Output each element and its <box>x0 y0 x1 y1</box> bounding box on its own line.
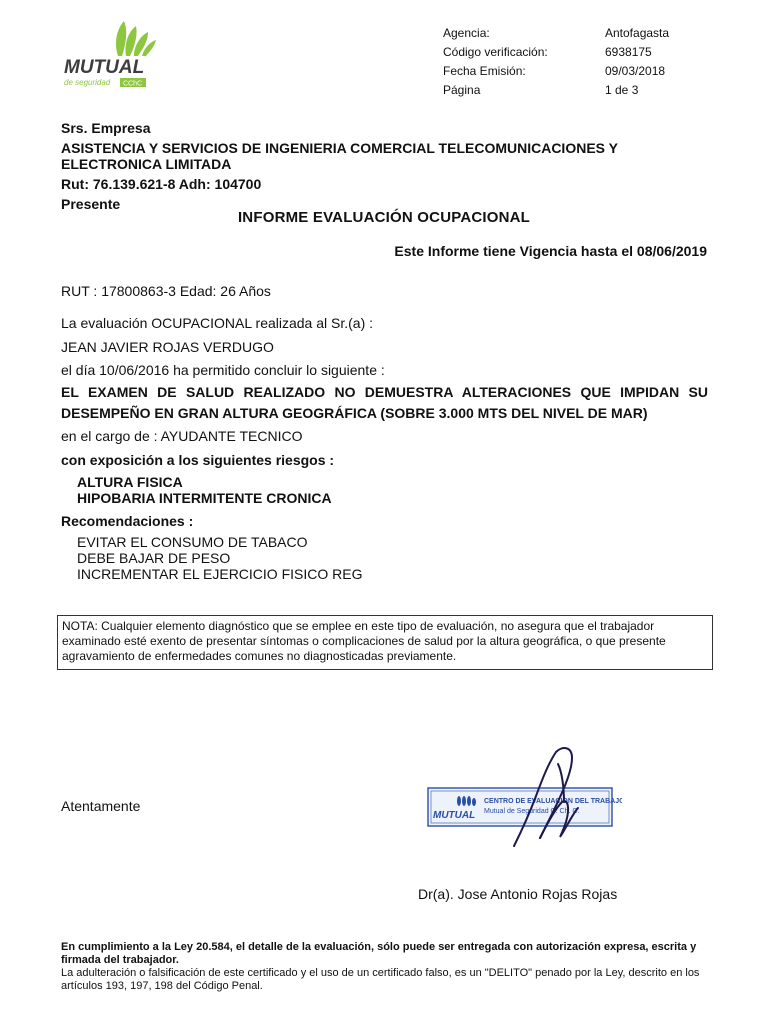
meta-label: Código verificación: <box>443 45 548 59</box>
stamp-line-1: CENTRO DE EVALUACION DEL TRABAJO <box>484 798 622 805</box>
patient-name: JEAN JAVIER ROJAS VERDUGO <box>61 339 274 355</box>
evaluation-intro: La evaluación OCUPACIONAL realizada al Sr.(a) : <box>61 315 374 331</box>
addressee-block <box>61 120 711 212</box>
meta-row-fecha <box>443 62 669 81</box>
logo-brand: MUTUAL <box>64 57 145 78</box>
meta-row-agencia <box>443 24 669 43</box>
risks-heading: con exposición a los siguientes riesgos : <box>61 452 335 468</box>
doctor-name: Dr(a). Jose Antonio Rojas Rojas <box>418 886 618 902</box>
evaluation-date-line: el día 10/06/2016 ha permitido concluir lo siguiente : <box>61 362 385 378</box>
list-item: EVITAR EL CONSUMO DE TABACO <box>77 534 308 550</box>
meta-row-pagina <box>443 81 669 100</box>
legal-footer <box>61 941 707 993</box>
meta-label: Agencia: <box>443 26 490 40</box>
mutual-leaf-icon <box>60 18 180 88</box>
recommendations-list <box>77 534 362 582</box>
logo-tagline: de seguridad <box>64 78 111 87</box>
meta-value: 09/03/2018 <box>605 64 666 78</box>
meta-label: Fecha Emisión: <box>443 64 526 78</box>
meta-row-codigo <box>443 43 669 62</box>
meta-value: 1 de 3 <box>605 83 639 97</box>
patient-rut-line: RUT : 17800863-3 Edad: 26 Años <box>61 283 271 299</box>
list-item: DEBE BAJAR DE PESO <box>77 550 231 566</box>
legal-notice-bold: En cumplimiento a la Ley 20.584, el detalle de la evaluación, sólo puede ser entregada con autorización expresa, escrita y firmada del trabajador. <box>61 941 697 966</box>
meta-value: 6938175 <box>605 45 652 59</box>
validity-notice: Este Informe tiene Vigencia hasta el 08/06/2019 <box>394 243 707 259</box>
risks-list <box>77 474 332 506</box>
company-name: ASISTENCIA Y SERVICIOS DE INGENIERIA COMERCIAL TELECOMUNICACIONES Y ELECTRONICA LIMITADA <box>61 140 618 172</box>
list-item: INCREMENTAR EL EJERCICIO FISICO REG <box>77 566 363 582</box>
company-rut: Rut: 76.139.621-8 Adh: 104700 <box>61 176 262 192</box>
meta-label: Página <box>443 83 481 97</box>
legal-notice: La adulteración o falsificación de este certificado y el uso de un certificado falso, es un "DELITO" penado por la Ley, descrito en los artículos 193, 197, 198 del Código Penal. <box>61 967 700 992</box>
nota-box: NOTA: Cualquier elemento diagnóstico que se emplee en este tipo de evaluación, no asegura que el trabajador examinado esté exento de presentar síntomas o complicaciones de salud por la altura geográfica, o que presente agravamiento de enfermedades comunes no diagnosticadas previamente. <box>57 615 713 670</box>
closing-text: Atentamente <box>61 798 141 814</box>
stamp-brand: MUTUAL <box>433 810 476 821</box>
stamp-and-signature <box>422 742 622 862</box>
recommendations-heading: Recomendaciones : <box>61 513 194 529</box>
stamp-line-2: Mutual de Seguridad C. Ch. C. <box>484 808 580 815</box>
salutation: Srs. Empresa <box>61 120 151 136</box>
document-title: INFORME EVALUACIÓN OCUPACIONAL <box>237 209 531 226</box>
conclusion-text: EL EXAMEN DE SALUD REALIZADO NO DEMUESTRA ALTERACIONES QUE IMPIDAN SU DESEMPEÑO EN GRAN ALTURA GEOGRÁFICA (SOBRE 3.000 MTS DEL NIVEL DE MAR) <box>61 384 708 421</box>
presente-label: Presente <box>61 196 121 212</box>
mutual-logo <box>60 18 180 88</box>
meta-value: Antofagasta <box>605 26 670 40</box>
list-item: ALTURA FISICA <box>77 474 183 490</box>
list-item: HIPOBARIA INTERMITENTE CRONICA <box>77 490 332 506</box>
logo-badge: CChC <box>123 80 143 88</box>
document-meta <box>443 24 669 100</box>
position-line: en el cargo de : AYUDANTE TECNICO <box>61 428 303 444</box>
